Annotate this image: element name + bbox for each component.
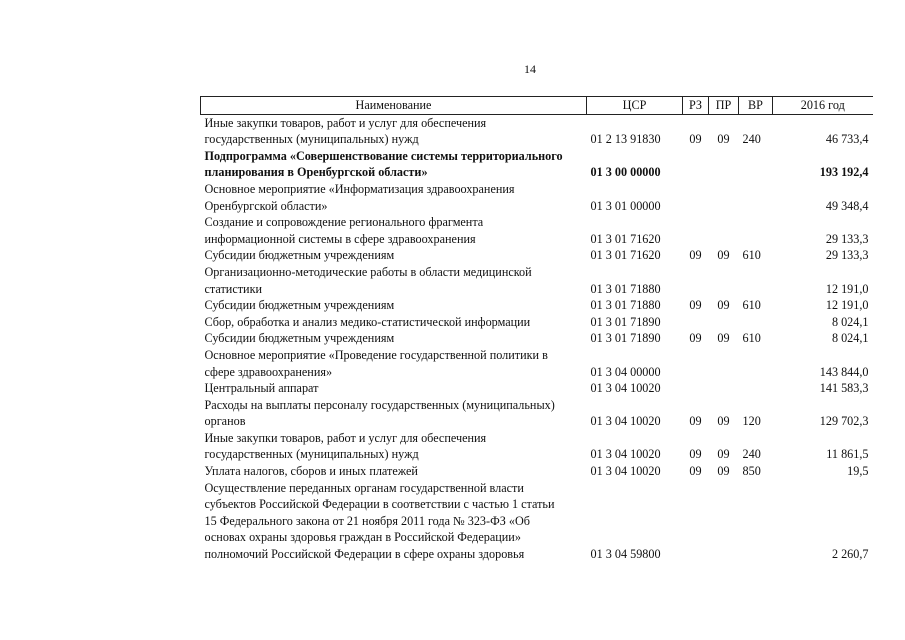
row-csr-code: 01 3 04 10020 bbox=[590, 464, 661, 479]
row-vr-code: 610 bbox=[742, 298, 761, 313]
row-name: Центральный аппарат bbox=[204, 381, 319, 396]
row-amount: 129 702,3 bbox=[819, 414, 869, 429]
row-csr-code: 01 3 04 10020 bbox=[590, 414, 661, 429]
row-csr-code: 01 3 01 00000 bbox=[590, 198, 661, 213]
row-csr-code: 01 3 04 10020 bbox=[590, 381, 661, 396]
row-amount: 29 133,3 bbox=[825, 231, 869, 246]
row-name: Расходы на выплаты персоналу государственных (муниципальных) органов bbox=[204, 397, 555, 429]
row-csr-code: 01 2 13 91830 bbox=[590, 132, 661, 147]
row-name: Организационно-методические работы в области медицинской статистики bbox=[204, 264, 532, 296]
row-name: Иные закупки товаров, работ и услуг для обеспечения государственных (муниципальных) нужд bbox=[204, 430, 487, 462]
row-csr-code: 01 3 00 00000 bbox=[590, 165, 661, 180]
row-amount: 8 024,1 bbox=[831, 331, 869, 346]
table-row bbox=[201, 463, 873, 480]
header-year: 2016 год bbox=[773, 97, 873, 115]
row-rz-code bbox=[683, 480, 709, 563]
header-rz: РЗ bbox=[683, 97, 709, 115]
row-rz-code bbox=[683, 347, 709, 380]
row-rz-code bbox=[683, 264, 709, 297]
row-name: Субсидии бюджетным учреждениям bbox=[204, 298, 395, 313]
row-amount: 49 348,4 bbox=[825, 198, 869, 213]
table-row bbox=[201, 297, 873, 314]
row-vr-code: 240 bbox=[742, 132, 761, 147]
row-pr-code: 09 bbox=[717, 248, 730, 263]
header-pr: ПР bbox=[709, 97, 739, 115]
row-vr-code: 610 bbox=[742, 248, 761, 263]
row-rz-code bbox=[683, 380, 709, 397]
row-amount: 141 583,3 bbox=[819, 381, 869, 396]
header-csr: ЦСР bbox=[587, 97, 683, 115]
row-pr-code bbox=[709, 181, 739, 214]
row-vr-code bbox=[739, 148, 773, 181]
row-csr-code: 01 3 04 10020 bbox=[590, 447, 661, 462]
row-pr-code bbox=[709, 380, 739, 397]
table-header-row bbox=[201, 97, 873, 115]
row-rz-code bbox=[683, 214, 709, 247]
row-csr-code: 01 3 01 71620 bbox=[590, 231, 661, 246]
row-name: Субсидии бюджетным учреждениям bbox=[204, 331, 395, 346]
table-row bbox=[201, 480, 873, 563]
table-row bbox=[201, 264, 873, 297]
row-name: Основное мероприятие «Проведение государственной политики в сфере здравоохранения» bbox=[204, 347, 548, 379]
row-amount: 46 733,4 bbox=[825, 132, 869, 147]
table-row bbox=[201, 314, 873, 331]
row-pr-code: 09 bbox=[717, 447, 730, 462]
row-vr-code bbox=[739, 181, 773, 214]
table-row bbox=[201, 148, 873, 181]
row-pr-code bbox=[709, 148, 739, 181]
row-vr-code bbox=[739, 214, 773, 247]
row-vr-code: 240 bbox=[742, 447, 761, 462]
row-name: Подпрограмма «Совершенствование системы территориального планирования в Оренбургской области» bbox=[204, 148, 563, 180]
row-vr-code: 850 bbox=[742, 464, 761, 479]
page-number: 14 bbox=[524, 62, 536, 76]
table-body bbox=[201, 114, 873, 563]
row-pr-code: 09 bbox=[717, 414, 730, 429]
row-csr-code: 01 3 01 71880 bbox=[590, 298, 661, 313]
row-pr-code bbox=[709, 347, 739, 380]
row-pr-code bbox=[709, 314, 739, 331]
row-rz-code bbox=[683, 314, 709, 331]
row-amount: 2 260,7 bbox=[831, 547, 869, 562]
row-name: Основное мероприятие «Информатизация здравоохранения Оренбургской области» bbox=[204, 181, 515, 213]
row-rz-code: 09 bbox=[689, 414, 702, 429]
row-amount: 143 844,0 bbox=[819, 364, 869, 379]
row-pr-code bbox=[709, 480, 739, 563]
row-rz-code bbox=[683, 181, 709, 214]
table-row bbox=[201, 347, 873, 380]
table-row bbox=[201, 430, 873, 463]
table-row bbox=[201, 247, 873, 264]
row-vr-code bbox=[739, 314, 773, 331]
row-amount: 19,5 bbox=[847, 464, 869, 479]
row-rz-code bbox=[683, 148, 709, 181]
header-name: Наименование bbox=[201, 97, 587, 115]
table-row bbox=[201, 214, 873, 247]
budget-table bbox=[200, 96, 873, 563]
row-rz-code: 09 bbox=[689, 331, 702, 346]
row-name: Создание и сопровождение регионального фрагмента информационной системы в сфере здравоохранения bbox=[204, 215, 484, 246]
table-row bbox=[201, 380, 873, 397]
row-rz-code: 09 bbox=[689, 298, 702, 313]
row-csr-code: 01 3 01 71620 bbox=[590, 248, 661, 263]
row-name: Субсидии бюджетным учреждениям bbox=[204, 248, 395, 263]
row-amount: 8 024,1 bbox=[831, 314, 869, 329]
row-name: Осуществление переданных органам государственной власти субъектов Российской Федерации в соответствии с частью 1 статьи 15 Федерального закона от 21 ноября 2011 года № 323-ФЗ «Об основах охраны здоровья граждан в Российской Федерации» полномочий Российской Федерации в сфере охраны здоровья bbox=[204, 480, 555, 562]
row-amount: 11 861,5 bbox=[826, 447, 869, 462]
header-vr: ВР bbox=[739, 97, 773, 115]
row-vr-code: 610 bbox=[742, 331, 761, 346]
row-csr-code: 01 3 04 59800 bbox=[590, 547, 661, 562]
row-pr-code: 09 bbox=[717, 298, 730, 313]
row-pr-code: 09 bbox=[717, 464, 730, 479]
row-rz-code: 09 bbox=[689, 447, 702, 462]
row-vr-code: 120 bbox=[742, 414, 761, 429]
row-name: Иные закупки товаров, работ и услуг для обеспечения государственных (муниципальных) нужд bbox=[204, 115, 487, 147]
table-row bbox=[201, 181, 873, 214]
row-csr-code: 01 3 01 71890 bbox=[590, 331, 661, 346]
table-row bbox=[201, 114, 873, 148]
row-vr-code bbox=[739, 480, 773, 563]
row-rz-code: 09 bbox=[689, 132, 702, 147]
row-name: Сбор, обработка и анализ медико-статистической информации bbox=[204, 314, 531, 329]
row-pr-code bbox=[709, 214, 739, 247]
row-vr-code bbox=[739, 264, 773, 297]
row-vr-code bbox=[739, 347, 773, 380]
row-rz-code: 09 bbox=[689, 248, 702, 263]
row-pr-code bbox=[709, 264, 739, 297]
row-amount: 193 192,4 bbox=[819, 165, 869, 180]
table-row bbox=[201, 397, 873, 430]
row-amount: 29 133,3 bbox=[825, 248, 869, 263]
row-csr-code: 01 3 01 71880 bbox=[590, 281, 661, 296]
row-amount: 12 191,0 bbox=[825, 298, 869, 313]
row-vr-code bbox=[739, 380, 773, 397]
row-rz-code: 09 bbox=[689, 464, 702, 479]
row-csr-code: 01 3 01 71890 bbox=[590, 314, 661, 329]
row-pr-code: 09 bbox=[717, 132, 730, 147]
row-name: Уплата налогов, сборов и иных платежей bbox=[204, 464, 418, 479]
row-amount: 12 191,0 bbox=[825, 281, 869, 296]
row-csr-code: 01 3 04 00000 bbox=[590, 364, 661, 379]
row-pr-code: 09 bbox=[717, 331, 730, 346]
table-row bbox=[201, 330, 873, 347]
